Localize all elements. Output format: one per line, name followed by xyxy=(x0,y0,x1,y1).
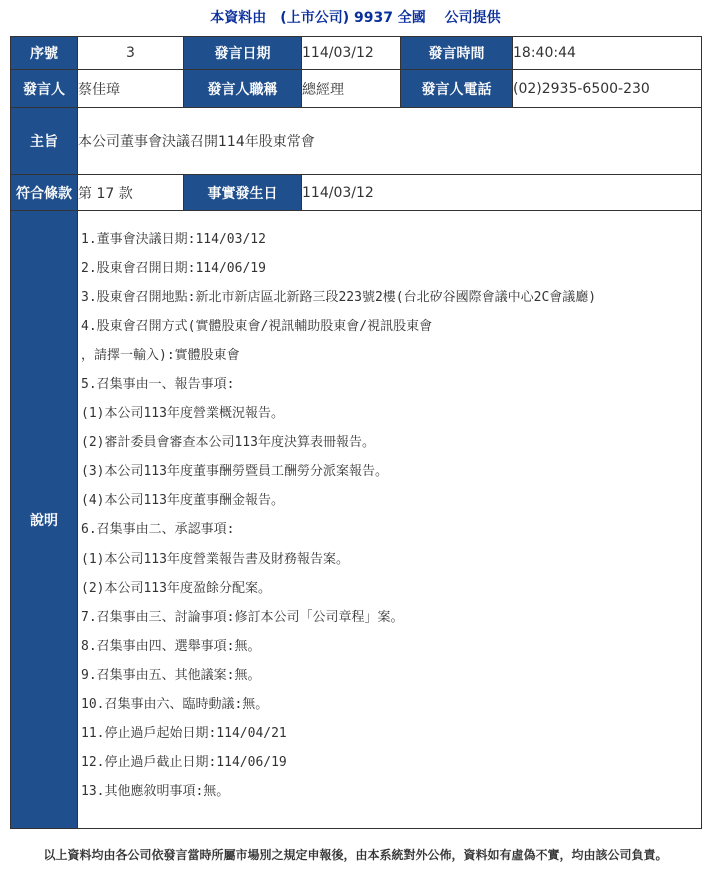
description-line: 10.召集事由六、臨時動議:無。 xyxy=(81,696,269,712)
time-label: 發言時間 xyxy=(401,37,513,70)
description-line: 9.召集事由五、其他議案:無。 xyxy=(81,667,261,683)
seq-label: 序號 xyxy=(11,37,78,70)
time-value: 18:40:44 xyxy=(513,37,702,70)
description-line: (2)審計委員會審查本公司113年度決算表冊報告。 xyxy=(81,435,375,451)
footer-note: 以上資料均由各公司依發言當時所屬市場別之規定申報後，由本系統對外公佈，資料如有虛偽不實，均由該公司負責。 xyxy=(43,848,668,862)
phone-value: (02)2935-6500-230 xyxy=(513,70,702,108)
speaker-title-label: 發言人職稱 xyxy=(184,70,302,108)
speaker-value: 蔡佳璋 xyxy=(78,70,184,108)
description-line: 12.停止過戶截止日期:114/06/19 xyxy=(81,754,287,770)
event-date-value: 114/03/12 xyxy=(302,175,702,211)
table-row xyxy=(11,175,702,211)
description-line: 3.股東會召開地點:新北市新店區北新路三段223號2樓(台北矽谷國際會議中心2C會議廳) xyxy=(81,290,597,306)
description-line: (1)本公司113年度營業概況報告。 xyxy=(81,406,284,422)
description-line: (2)本公司113年度盈餘分配案。 xyxy=(81,580,271,596)
description-label: 說明 xyxy=(11,211,78,829)
subject-value: 本公司董事會決議召開114年股東常會 xyxy=(78,108,702,175)
phone-label: 發言人電話 xyxy=(401,70,513,108)
description-line: 4.股東會召開方式(實體股東會/視訊輔助股東會/視訊股東會 xyxy=(81,319,433,335)
table-row xyxy=(11,70,702,108)
description-line: 6.召集事由二、承認事項: xyxy=(81,522,235,538)
table-row xyxy=(11,108,702,175)
date-value: 114/03/12 xyxy=(302,37,401,70)
description-line: 8.召集事由四、選舉事項:無。 xyxy=(81,638,261,654)
description-line: 7.召集事由三、討論事項:修訂本公司「公司章程」案。 xyxy=(81,609,404,625)
description-line: 11.停止過戶起始日期:114/04/21 xyxy=(81,725,287,741)
table-row xyxy=(11,211,702,829)
speaker-label: 發言人 xyxy=(11,70,78,108)
page-title: 本資料由 (上市公司) 9937 全國 公司提供 xyxy=(210,10,501,26)
description-lines xyxy=(78,211,701,806)
description-line: 13.其他應敘明事項:無。 xyxy=(81,783,230,799)
announcement-table xyxy=(10,36,702,829)
speaker-title-value: 總經理 xyxy=(302,70,401,108)
description-line: (3)本公司113年度董事酬勞暨員工酬勞分派案報告。 xyxy=(81,464,388,480)
clause-value: 第 17 款 xyxy=(78,175,184,211)
clause-label: 符合條款 xyxy=(11,175,78,211)
description-line: 2.股東會召開日期:114/06/19 xyxy=(81,261,266,277)
table-row xyxy=(11,37,702,70)
description-line: ，請擇一輸入):實體股東會 xyxy=(81,348,240,364)
description-line: 5.召集事由一、報告事項: xyxy=(81,377,235,393)
seq-value: 3 xyxy=(78,37,184,70)
event-date-label: 事實發生日 xyxy=(184,175,302,211)
description-line: 1.董事會決議日期:114/03/12 xyxy=(81,232,266,247)
subject-label: 主旨 xyxy=(11,108,78,175)
description-line: (4)本公司113年度董事酬金報告。 xyxy=(81,493,284,509)
description-cell xyxy=(78,211,702,829)
date-label: 發言日期 xyxy=(184,37,302,70)
description-line: (1)本公司113年度營業報告書及財務報告案。 xyxy=(81,551,349,567)
